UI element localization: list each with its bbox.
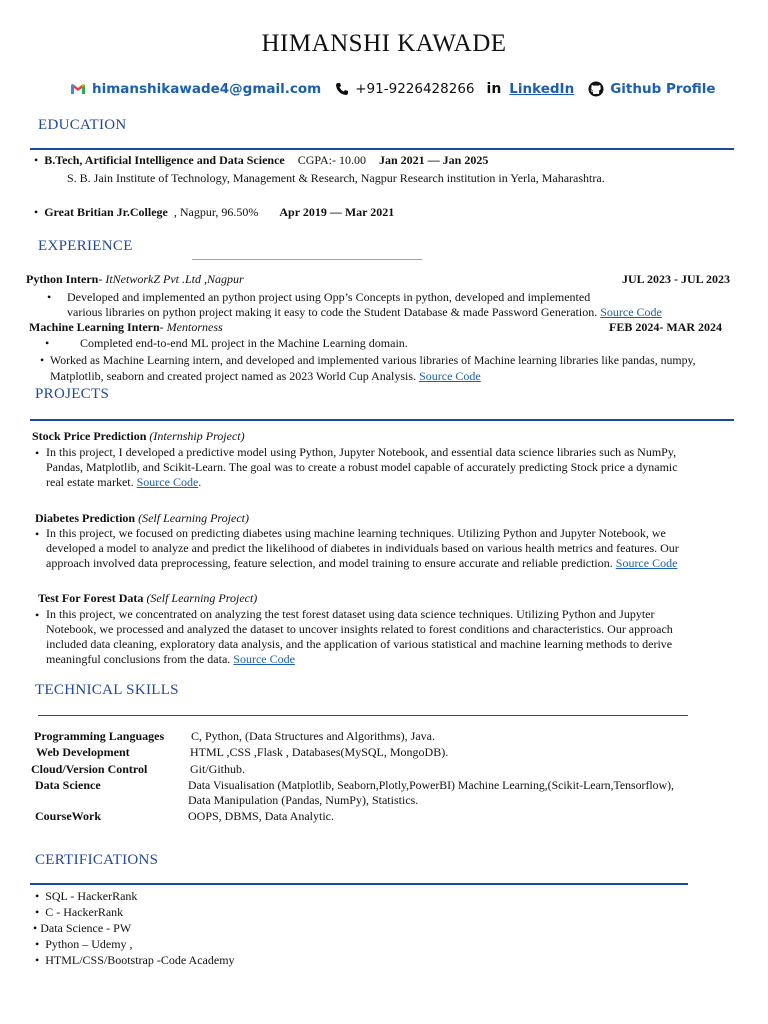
skill-category: Programming Languages [34, 729, 165, 743]
bullet: • [33, 921, 41, 935]
candidate-name: HIMANSHI KAWADE [261, 30, 507, 57]
source-code-link[interactable]: Source Code [615, 556, 678, 570]
job-bullet-line: Developed and implemented an python project using Opp’s Concepts in python, developed and implemented [67, 290, 591, 304]
bullet: • [35, 905, 46, 919]
skill-value: HTML ,CSS ,Flask , Databases(MySQL, MongoDB). [190, 745, 449, 759]
score: , Nagpur, 96.50% [173, 205, 259, 219]
bullet: • [35, 446, 40, 460]
project-description: In this project, we focused on predicting diabetes using machine learning techniques. Utilizing Python and Jupyter Notebook, we developed a model to analyze and predict the likelihood of diabetes in individuals based on various health metrics and features. Our approach involved data preprocessing, feature selection, and model training to ensure accurate and reliable prediction. Source Code [46, 526, 679, 570]
bullet: • [35, 608, 40, 622]
bullet: • [45, 336, 50, 350]
bullet: • [34, 205, 45, 219]
bullet: • [34, 153, 45, 167]
source-code-link[interactable]: Source Code [233, 652, 295, 666]
job-bullet-line: various libraries on python project making it easy to code the Student Database & made Password Generation. Source Code [67, 305, 662, 319]
certifications-rule [30, 883, 688, 885]
project-title: Diabetes Prediction (Self Learning Project) [35, 511, 249, 525]
skill-category: CourseWork [35, 809, 101, 823]
dates: Jan 2021 — Jan 2025 [379, 153, 489, 167]
list-item: • C - HackerRank [35, 905, 124, 919]
degree: B.Tech, Artificial Intelligence and Data Science [44, 153, 285, 167]
experience-rule [192, 259, 422, 260]
projects-rule [30, 419, 734, 421]
score: CGPA:- 10.00 [297, 153, 366, 167]
project-description: In this project, I developed a predictive model using Python, Jupyter Notebook, and essential data science libraries such as NumPy, Pandas, Matplotlib, and Scikit-Learn. The goal was to create a robust model capable of accurately predicting Stock price a dynamic real estate market. Source Code. [46, 445, 678, 489]
phone-icon [335, 82, 349, 96]
institution: S. B. Jain Institute of Technology, Management & Research, Nagpur Research institution in Yerla, Maharashtra. [67, 171, 605, 185]
job-bullet-line: Matplotlib, seaborn and created project named as 2023 World Cup Analysis. Source Code [50, 369, 481, 383]
linkedin-icon: in [486, 81, 502, 97]
job-dates: JUL 2023 - JUL 2023 [621, 272, 730, 286]
bullet: • [35, 953, 46, 967]
skill-value: Data Manipulation (Pandas, NumPy), Statistics. [188, 793, 419, 807]
skill-value: OOPS, DBMS, Data Analytic. [188, 809, 335, 823]
source-code-link[interactable]: Source Code [419, 369, 481, 383]
education-rule [30, 148, 734, 150]
list-item: • HTML/CSS/Bootstrap -Code Academy [35, 953, 235, 967]
skill-category: Cloud/Version Control [31, 762, 148, 776]
linkedin-link[interactable]: LinkedIn [509, 81, 575, 97]
job-bullet-line: Completed end-to-end ML project in the Machine Learning domain. [80, 336, 408, 350]
github-link[interactable]: Github Profile [610, 81, 716, 97]
list-item: • Data Science - PW [33, 921, 132, 935]
bullet: • [35, 889, 46, 903]
skill-value: Git/Github. [190, 762, 246, 776]
bullet: • [47, 290, 52, 304]
project-title: Stock Price Prediction (Internship Project) [32, 429, 245, 443]
education-heading: EDUCATION [38, 117, 127, 133]
list-item: • Python – Udemy , [35, 937, 133, 951]
skill-category: Web Development [36, 745, 130, 759]
bullet: • [35, 937, 46, 951]
job-title: Python Intern- ItNetworkZ Pvt .Ltd ,Nagpur [26, 272, 244, 286]
certifications-heading: CERTIFICATIONS [35, 852, 159, 868]
projects-heading: PROJECTS [35, 386, 110, 402]
degree: Great Britian Jr.College [44, 205, 168, 219]
phone-number: +91-9226428266 [355, 81, 475, 97]
job-title: Machine Learning Intern- Mentorness [29, 320, 223, 334]
source-code-link[interactable]: Source Code [136, 475, 199, 489]
list-item: • SQL - HackerRank [35, 889, 138, 903]
bullet: • [40, 353, 45, 367]
dates: Apr 2019 — Mar 2021 [279, 205, 395, 219]
skills-heading: TECHNICAL SKILLS [35, 682, 179, 698]
skills-rule [38, 715, 688, 716]
job-bullet-line: Worked as Machine Learning intern, and developed and implemented various libraries of Machine learning libraries like pandas, numpy, [50, 353, 696, 367]
job-dates: FEB 2024- MAR 2024 [609, 320, 722, 334]
education-item [34, 153, 488, 168]
project-description: In this project, we concentrated on analyzing the test forest dataset using data science techniques. Utilizing Python and Jupyter Notebook, we processed and analyzed the dataset to uncover insights related to forest conditions and characteristics. Our approach included data cleaning, exploratory data analysis, and the application of various statistical and machine learning methods to derive meaningful conclusions from the data. Source Code [46, 607, 673, 666]
education-item [34, 205, 394, 220]
skill-value: C, Python, (Data Structures and Algorithms), Java. [191, 729, 435, 743]
project-title: Test For Forest Data (Self Learning Project) [38, 591, 258, 605]
experience-heading: EXPERIENCE [38, 238, 133, 254]
source-code-link[interactable]: Source Code [600, 305, 662, 319]
contact-bar [70, 78, 716, 100]
email-link[interactable]: himanshikawade4@gmail.com [92, 81, 322, 97]
github-icon [588, 81, 604, 97]
skill-value: Data Visualisation (Matplotlib, Seaborn,Plotly,PowerBI) Machine Learning,(Scikit-Learn,Tensorflow), [188, 778, 674, 792]
bullet: • [35, 527, 40, 541]
gmail-icon [70, 83, 86, 95]
skill-category: Data Science [35, 778, 101, 792]
